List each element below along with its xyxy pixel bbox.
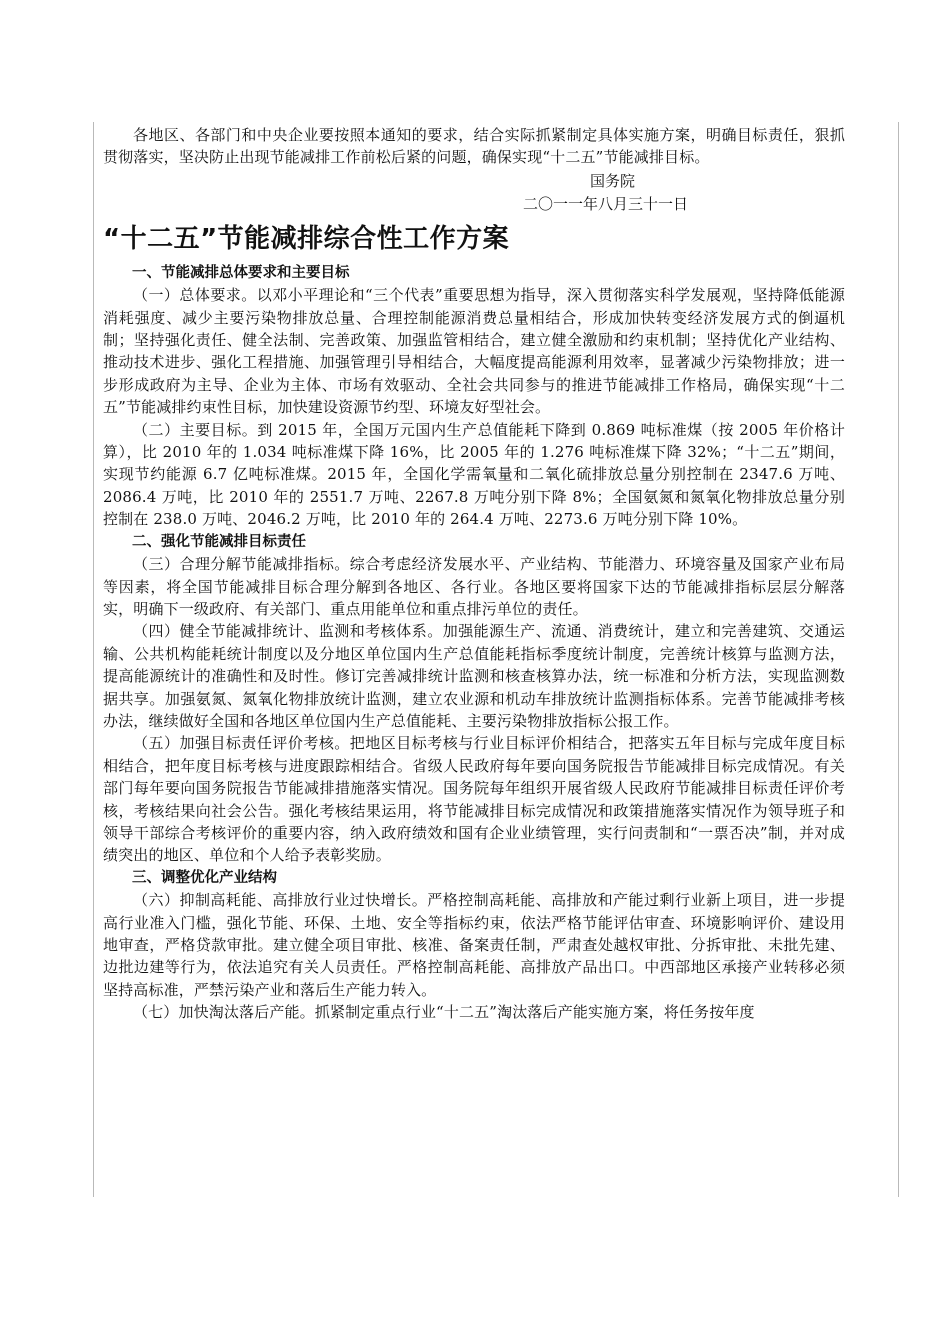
body-paragraph: （三）合理分解节能减排指标。综合考虑经济发展水平、产业结构、节能潜力、环境容量及国家产业布局等因素，将全国节能减排目标合理分解到各地区、各行业。各地区要将国家下达的节能减排指标层层分解落实，明确下一级政府、有关部门、重点用能单位和重点排污单位的责任。 <box>103 555 845 618</box>
signature-date: 二〇一一年八月三十一日 <box>523 194 689 213</box>
body-paragraph: （二）主要目标。到 2015 年，全国万元国内生产总值能耗下降到 0.869 吨标准煤（按 2005 年价格计算），比 2010 年的 1.034 吨标准煤下降 16%，比 2005 年的 1.276 吨标准煤下降 32%；“十二五”期间，实现节约能源 6.7 亿吨标准煤。2015 年，全国化学需氧量和二氧化硫排放总量分别控制在 2347.6 万吨、2086.4 万吨，比 2010 年的 2551.7 万吨、2267.8 万吨分别下降 8%；全国氨氮和氮氧化物排放总量分别控制在 238.0 万吨、2046.2 万吨，比 2010 年的 264.4 万吨、2273.6 万吨分别下降 10%。 <box>103 420 845 529</box>
document-title: “十二五”节能减排综合性工作方案 <box>103 223 510 254</box>
body-paragraph: （一）总体要求。以邓小平理论和“三个代表”重要思想为指导，深入贯彻落实科学发展观，坚持降低能源消耗强度、减少主要污染物排放总量、合理控制能源消费总量相结合，形成加快转变经济发展方式的倒逼机制；坚持强化责任、健全法制、完善政策、加强监管相结合，建立健全激励和约束机制；坚持优化产业结构、推动技术进步、强化工程措施、加强管理引导相结合，大幅度提高能源利用效率，显著减少污染物排放；进一步形成政府为主导、企业为主体、市场有效驱动、全社会共同参与的推进节能减排工作格局，确保实现“十二五”节能减排约束性目标，加快建设资源节约型、环境友好型社会。 <box>103 286 845 417</box>
left-margin-line <box>93 122 94 1197</box>
body-paragraph: （六）抑制高耗能、高排放行业过快增长。严格控制高耗能、高排放和产能过剩行业新上项目，进一步提高行业准入门槛，强化节能、环保、土地、安全等指标约束，依法严格节能评估审查、环境影响评价、建设用地审查，严格贷款审批。建立健全项目审批、核准、备案责任制，严肃查处越权审批、分拆审批、未批先建、边批边建等行为，依法追究有关人员责任。严格控制高耗能、高排放产品出口。中西部地区承接产业转移必须坚持高标准，严禁污染产业和落后生产能力转入。 <box>103 891 845 999</box>
document-body <box>103 124 845 1024</box>
body-paragraph: （五）加强目标责任评价考核。把地区目标考核与行业目标评价相结合，把落实五年目标与完成年度目标相结合，把年度目标考核与进度跟踪相结合。省级人民政府每年要向国务院报告节能减排目标完成情况。有关部门每年要向国务院报告节能减排措施落实情况。国务院每年组织开展省级人民政府节能减排目标责任评价考核，考核结果向社会公告。强化考核结果运用，将节能减排目标完成情况和政策措施落实情况作为领导班子和领导干部综合考核评价的重要内容，纳入政府绩效和国有企业业绩管理，实行问责制和“一票否决”制，并对成绩突出的地区、单位和个人给予表彰奖励。 <box>103 734 845 865</box>
body-paragraph: （四）健全节能减排统计、监测和考核体系。加强能源生产、流通、消费统计，建立和完善建筑、交通运输、公共机构能耗统计制度以及分地区单位国内生产总值能耗指标季度统计制度，完善统计核算与监测方法，提高能源统计的准确性和及时性。修订完善减排统计监测和核查核算办法，统一标准和分析方法，实现监测数据共享。加强氨氮、氮氧化物排放统计监测，建立农业源和机动车排放统计监测指标体系。完善节能减排考核办法，继续做好全国和各地区单位国内生产总值能耗、主要污染物排放指标公报工作。 <box>103 622 845 730</box>
intro-paragraph: 各地区、各部门和中央企业要按照本通知的要求，结合实际抓紧制定具体实施方案，明确目标责任，狠抓贯彻落实，坚决防止出现节能减排工作前松后紧的问题，确保实现“十二五”节能减排目标。 <box>103 126 845 167</box>
right-margin-line <box>898 122 899 1197</box>
body-paragraph: （七）加快淘汰落后产能。抓紧制定重点行业“十二五”淘汰落后产能实施方案，将任务按年度 <box>133 1003 755 1022</box>
section-heading: 三、调整优化产业结构 <box>132 869 277 886</box>
section-heading: 二、强化节能减排目标责任 <box>132 533 306 550</box>
section-heading: 一、节能减排总体要求和主要目标 <box>132 264 350 281</box>
signature-org: 国务院 <box>590 171 636 190</box>
